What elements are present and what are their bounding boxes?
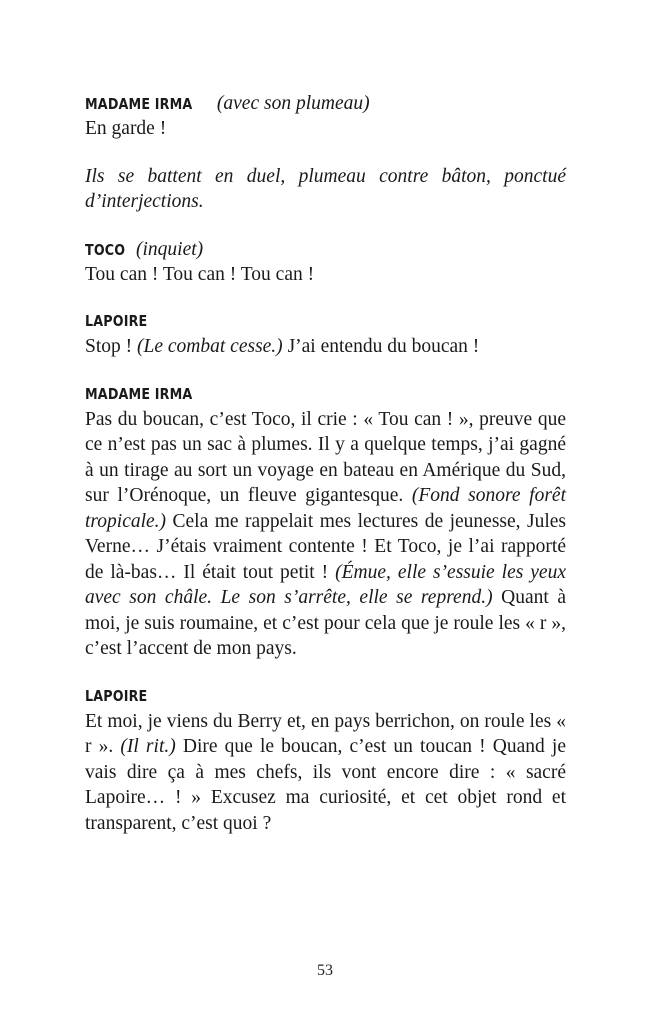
speaker-name: TOCO [85,240,126,259]
dialogue-block [85,92,566,142]
speaker-aside: (avec son plumeau) [212,93,370,114]
page-number: 53 [317,962,333,979]
stage-aside: (Fond sonore forêt tropicale.) [85,485,566,532]
speaker-line [85,685,566,709]
dialogue-text [85,407,566,662]
stage-aside: (Le combat cesse.) [137,336,283,357]
dialogue-fragment: Stop ! [85,336,138,357]
speaker-name: MADAME IRMA [85,384,193,403]
dialogue-fragment: J’ai entendu du boucan ! [282,336,480,357]
stage-direction: Ils se battent en duel, plumeau contre bâton, ponctué d’interjections. [85,165,566,212]
play-text [85,92,566,836]
dialogue-block [85,238,566,288]
dialogue-block [85,310,566,360]
speaker-name: MADAME IRMA [85,95,193,113]
dialogue-fragment: Dire que le boucan, c’est un toucan ! Quand je vais dire ça à mes chefs, ils vont encore dire : « sacré Lapoire… ! » Excusez ma curiosité, et cet objet rond et transparent, c’est quoi ? [85,736,566,834]
dialogue-block [85,383,566,662]
dialogue-text [85,334,566,360]
stage-aside: (Il rit.) [120,736,176,757]
speaker-aside: (inquiet) [131,238,204,260]
dialogue-fragment: Pas du boucan, c’est Toco, il crie : « Tou can ! », preuve que ce n’est pas un sac à plumes. Il y a quelque temps, j’ai gagné à un tirage au sort un voyage en bateau en Amérique du Sud, sur l’Orénoque, un fleuve gigantesque. [85,408,566,506]
stage-aside: (Émue, elle s’essuie les yeux avec son châle. Le son s’arrête, elle se reprend.) [85,561,566,608]
dialogue-fragment: Cela me rappelait mes lectures de jeunesse, Jules Verne… J’étais vraiment contente ! Et Toco, je l’ai rapporté de là-bas… Il était tout petit ! [85,510,566,583]
speaker-name: LAPOIRE [85,312,148,330]
speaker-name: LAPOIRE [85,686,148,705]
dialogue-block [85,685,566,837]
dialogue-fragment: Et moi, je viens du Berry et, en pays berrichon, on roule les « r ». [85,710,566,757]
dialogue-text: Tou can ! Tou can ! Tou can ! [85,263,315,285]
speaker-line [85,238,566,262]
dialogue-fragment: Quant à moi, je suis roumaine, et c’est pour cela que je roule les « r », c’est l’accent de mon pays. [85,587,567,659]
speaker-line [85,383,566,407]
dialogue-text: En garde ! [85,118,167,139]
speaker-line [85,310,566,334]
dialogue-text [85,709,566,837]
speaker-line [85,92,566,116]
